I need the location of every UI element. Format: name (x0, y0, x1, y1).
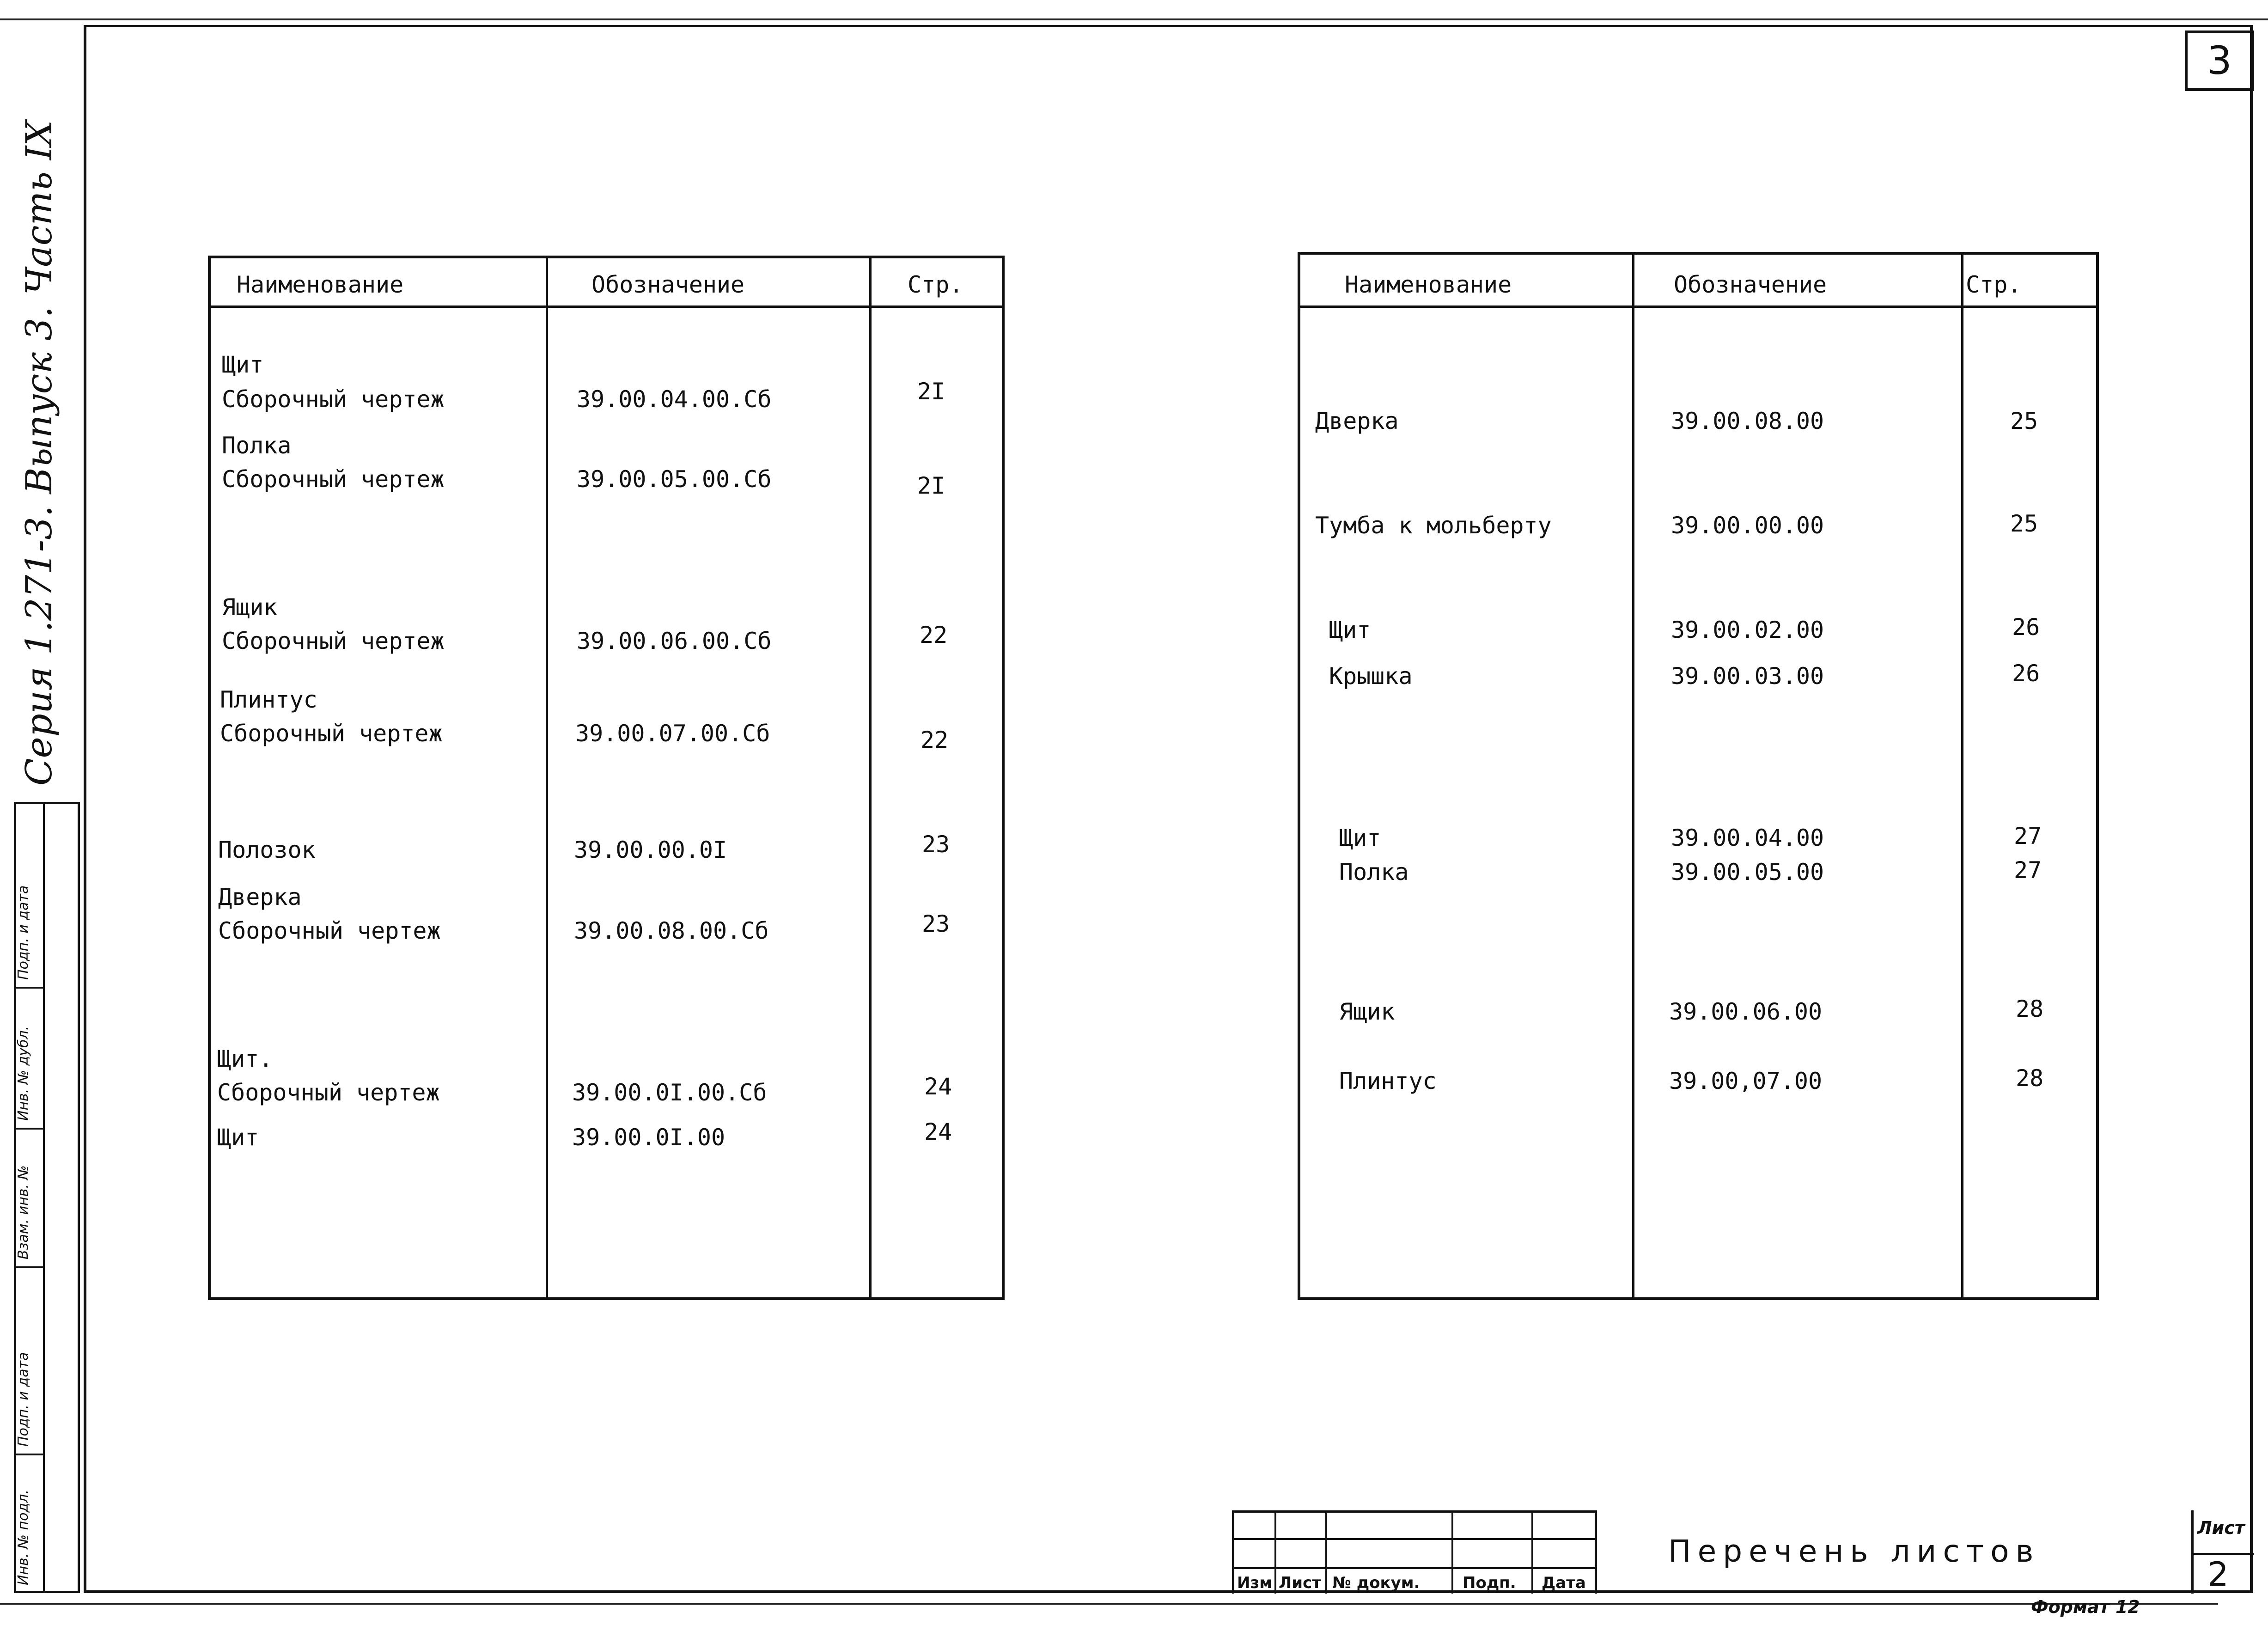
left-row-designation: 39.00.0I.00.Сб (572, 1079, 767, 1106)
right-header-page: Стр. (1966, 271, 2022, 298)
left-row-name: Сборочный чертеж (222, 386, 445, 413)
right-header-designation: Обозначение (1674, 271, 1827, 298)
left-row-page: 22 (920, 622, 948, 648)
right-row-designation: 39.00.06.00 (1669, 998, 1823, 1025)
title-col-doc-number: № докум. (1332, 1574, 1420, 1592)
bottom-edge-line (0, 1603, 2218, 1605)
left-row-name: Дверка (218, 884, 302, 910)
left-row-designation: 39.00.08.00.Сб (574, 917, 769, 944)
left-row-name: Сборочный чертеж (218, 917, 441, 944)
left-header-designation: Обозначение (591, 271, 745, 298)
title-col-change: Изм (1237, 1574, 1273, 1592)
left-row-name: Ящик (222, 594, 278, 621)
side-label-sign-date-2: Подп. и дата (15, 1352, 31, 1447)
right-header-name: Наименование (1345, 271, 1512, 298)
left-row-page: 24 (924, 1073, 952, 1100)
left-row-name: Щит (217, 1124, 259, 1151)
left-row-name: Плинтус (220, 686, 317, 713)
left-row-name: Сборочный чертеж (220, 720, 443, 747)
left-row-name: Сборочный чертеж (222, 466, 445, 493)
right-row-designation: 39.00,07.00 (1669, 1068, 1823, 1094)
right-row-designation: 39.00.05.00 (1671, 859, 1824, 886)
right-row-page: 27 (2014, 857, 2042, 884)
left-header-page: Стр. (908, 271, 963, 298)
right-row-page: 25 (2010, 510, 2038, 537)
top-edge-line (0, 18, 2268, 20)
right-row-page: 27 (2014, 823, 2042, 849)
right-row-page: 28 (2016, 1065, 2044, 1092)
left-row-designation: 39.00.00.0I (574, 837, 727, 863)
sheet-list-box (2191, 1510, 2254, 1594)
right-row-page: 26 (2012, 614, 2040, 641)
left-row-designation: 39.00.0I.00 (572, 1124, 726, 1151)
title-col-date: Дата (1542, 1574, 1586, 1592)
left-row-page: 23 (922, 910, 950, 937)
left-header-name: Наименование (237, 271, 404, 298)
title-col-sheet: Лист (1279, 1574, 1321, 1592)
document-title: Перечень листов (1668, 1533, 2040, 1569)
left-row-name: Полка (222, 432, 292, 459)
right-row-designation: 39.00.00.00 (1671, 512, 1824, 539)
left-row-name: Сборочный чертеж (217, 1079, 440, 1106)
right-row-name: Щит (1339, 825, 1381, 851)
right-row-page: 25 (2010, 408, 2038, 434)
left-row-designation: 39.00.04.00.Сб (577, 386, 772, 413)
left-row-name: Полозок (218, 837, 316, 863)
left-row-designation: 39.00.05.00.Сб (577, 466, 772, 493)
left-row-name: Сборочный чертеж (222, 628, 445, 654)
right-row-name: Крышка (1329, 663, 1413, 690)
sheet-number: 3 (2207, 38, 2232, 83)
right-row-name: Ящик (1339, 998, 1395, 1025)
right-row-name: Тумба к мольберту (1315, 512, 1552, 539)
side-label-replace-inv: Взам. инв. № (15, 1165, 31, 1259)
left-row-name: Щит (222, 351, 264, 378)
right-row-page: 26 (2012, 660, 2040, 687)
sheet-label: Лист (2197, 1518, 2245, 1538)
right-row-name: Дверка (1315, 408, 1399, 434)
right-row-page: 28 (2016, 996, 2044, 1022)
side-stamp (14, 802, 80, 1593)
left-row-page: 2I (917, 378, 945, 405)
sheet-number-box (2185, 31, 2254, 91)
format-label: Формат 12 (2031, 1597, 2140, 1617)
side-label-sign-date: Подп. и дата (15, 885, 31, 980)
title-col-signature: Подп. (1463, 1574, 1516, 1592)
left-row-page: 24 (924, 1118, 952, 1145)
left-row-designation: 39.00.06.00.Сб (577, 628, 772, 654)
right-row-designation: 39.00.04.00 (1671, 825, 1824, 851)
side-label-orig-inv: Инв. № подл. (15, 1490, 31, 1585)
left-row-name: Щит. (217, 1045, 273, 1072)
side-series-label: Серия 1.271-3. Выпуск 3. Часть IX (18, 120, 60, 786)
right-row-designation: 39.00.02.00 (1671, 617, 1824, 643)
right-row-designation: 39.00.08.00 (1671, 408, 1824, 434)
left-row-page: 22 (921, 727, 949, 753)
left-row-designation: 39.00.07.00.Сб (575, 720, 770, 747)
sheet-value: 2 (2207, 1555, 2229, 1594)
right-row-name: Щит (1329, 617, 1371, 643)
title-block-grid (1232, 1510, 1595, 1594)
right-row-name: Плинтус (1339, 1068, 1437, 1094)
left-row-page: 2I (917, 472, 945, 499)
right-row-designation: 39.00.03.00 (1671, 663, 1824, 690)
left-row-page: 23 (922, 831, 950, 858)
side-label-dup-inv: Инв. № дубл. (15, 1026, 31, 1121)
right-row-name: Полка (1339, 859, 1409, 886)
